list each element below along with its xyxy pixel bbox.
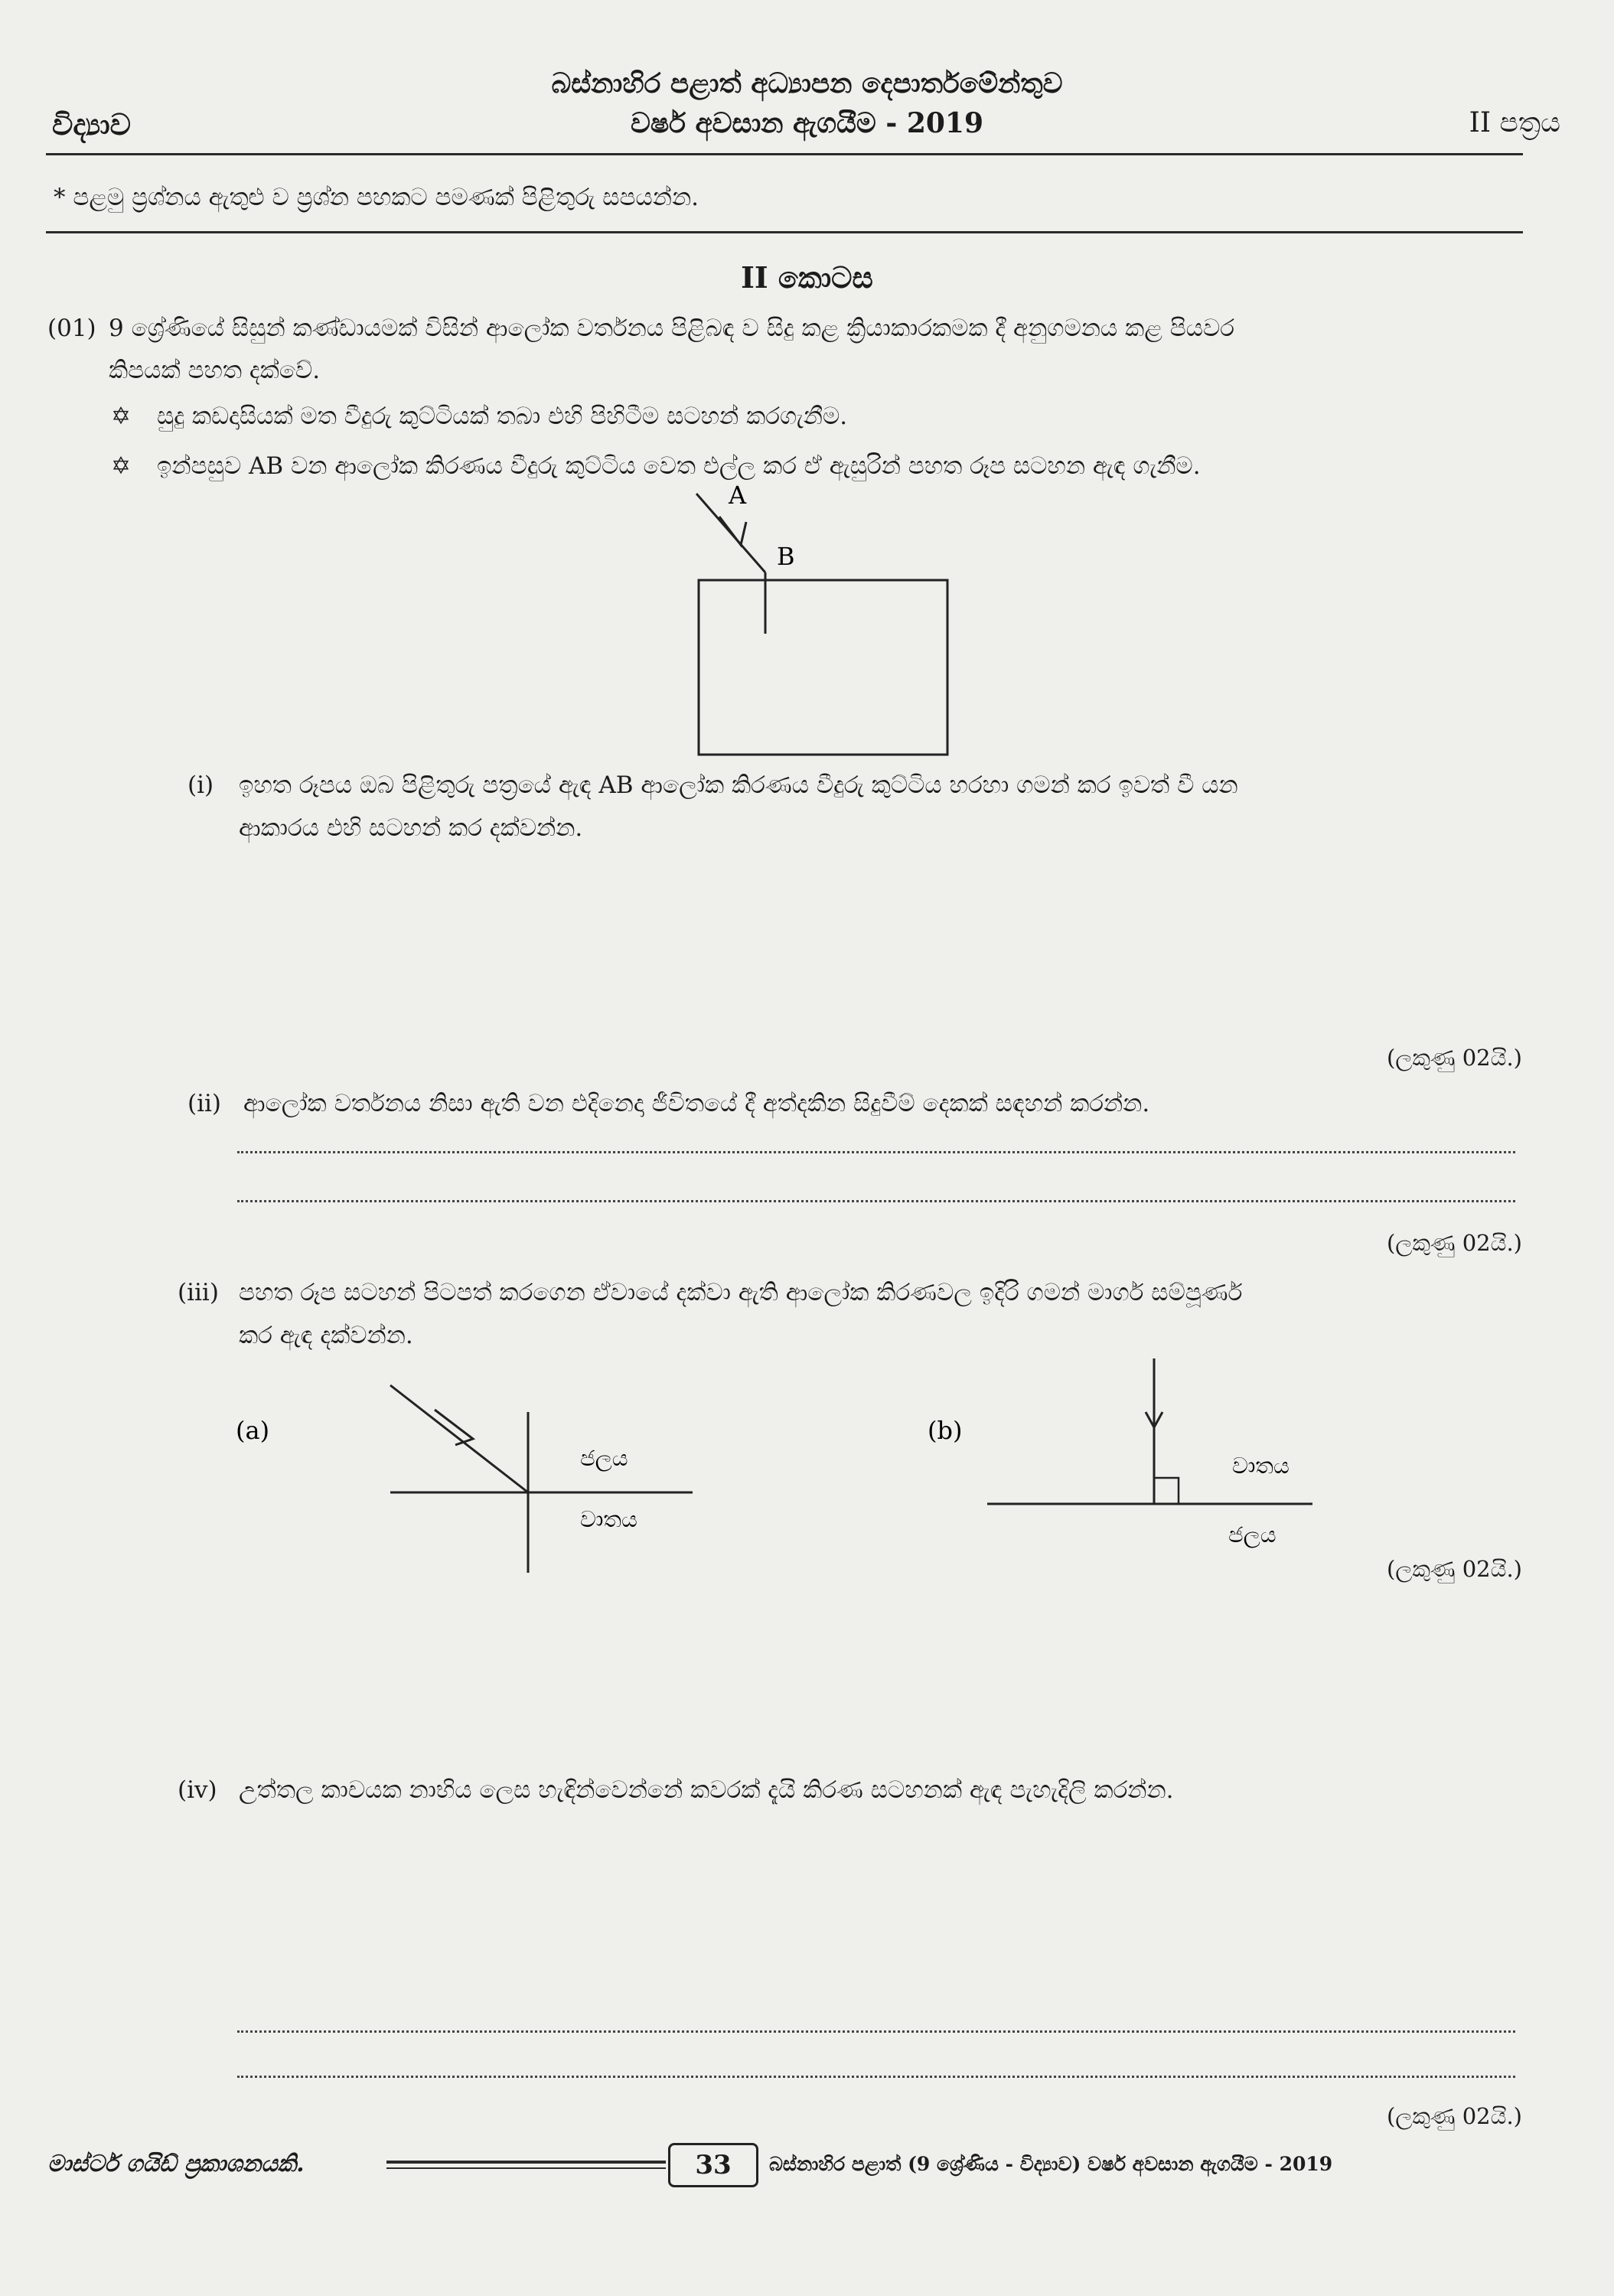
figure-a-water: ජලය <box>580 1445 628 1471</box>
page-number: 33 <box>668 2143 758 2187</box>
answer-line <box>237 1151 1515 1153</box>
star-icon: ✡ <box>111 452 131 480</box>
part-ii-number: (ii) <box>187 1090 222 1117</box>
label-a: A <box>729 482 747 510</box>
subject-label: විද්‍යාව <box>52 107 131 142</box>
exam-title: වර්ෂ අවසාන ඇගයීම - 2019 <box>630 107 984 139</box>
step-1: සුදු කඩදාසියක් මත වීදුරු කුට්ටියක් තබා එහි පිහිටීම සටහන් කරගැනීම. <box>157 403 848 430</box>
header-rule <box>46 153 1523 155</box>
marks-iii: (ලකුණු 02යි.) <box>1386 1556 1522 1582</box>
part-i-number: (i) <box>187 771 214 799</box>
answer-line <box>237 2030 1515 2033</box>
footer-rule <box>386 2161 666 2164</box>
footer-series: බස්නාහිර පළාත් (9 ශ්‍රේණිය - විද්‍යාව) වර්ෂ අවසාන ඇගයීම - 2019 <box>769 2153 1333 2175</box>
figure-a-air: වාතය <box>580 1506 637 1532</box>
paper-label: II පත්‍රය <box>1469 107 1560 139</box>
question-number: (01) <box>47 315 96 342</box>
marks-i: (ලකුණු 02යි.) <box>1386 1045 1522 1071</box>
question-intro-line1: 9 ශ්‍රේණියේ සිසුන් කණ්ඩායමක් විසින් ආලෝක වර්තනය පිළිබඳ ව සිදු කළ ක්‍රියාකාරකමක දී අනුගමනය කළ පියවර <box>109 315 1235 342</box>
figure-b-air: වාතය <box>1232 1453 1290 1479</box>
part-iv-number: (iv) <box>178 1776 217 1804</box>
figure-a <box>230 1370 719 1584</box>
glass-block-figure <box>673 482 980 765</box>
part-iii-line1: පහත රූප සටහන් පිටපත් කරගෙන ඒවායේ දක්වා ඇති ආලෝක කිරණවල ඉදිරි ගමන් මාර්ග සම්පූර්ණ <box>239 1279 1243 1306</box>
part-iv-text: උත්තල කාචයක නාභිය ලෙස හැඳින්වෙන්නේ කවරක් දැයි කිරණ සටහනක් ඇඳ පැහැදිලි කරන්න. <box>239 1776 1174 1804</box>
star-icon: ✡ <box>111 403 131 430</box>
figure-a-label: (a) <box>236 1416 270 1445</box>
part-ii-text: ආලෝක වර්තනය නිසා ඇති වන එදිනෙදා ජීවිතයේ දී අත්දකින සිදුවීම් දෙකක් සඳහන් කරන්න. <box>243 1090 1150 1117</box>
publisher-name: මාස්ටර් ගයිඩ් ප්‍රකාශනයකි. <box>47 2151 305 2177</box>
section-title: II කොටස <box>741 260 873 295</box>
figure-b <box>918 1351 1332 1565</box>
part-i-line2: ආකාරය එහි සටහන් කර දක්වන්න. <box>239 814 583 842</box>
instruction-rule <box>46 231 1523 233</box>
answer-line <box>237 1200 1515 1202</box>
instruction-text: * පළමු ප්‍රශ්නය ඇතුළු ව ප්‍රශ්න පහකට පමණක් පිළිතුරු සපයන්න. <box>54 184 699 211</box>
figure-b-label: (b) <box>928 1416 963 1445</box>
question-intro-line2: කිපයක් පහත දක්වේ. <box>109 357 321 384</box>
figure-b-water: ජලය <box>1228 1521 1277 1548</box>
department-title: බස්නාහිර පළාත් අධ්‍යාපන දෙපාර්තමේන්තුව <box>551 67 1063 99</box>
part-iii-line2: කර ඇඳ දක්වන්න. <box>239 1322 413 1349</box>
label-b: B <box>777 542 795 571</box>
part-iii-number: (iii) <box>178 1279 219 1306</box>
footer-rule <box>386 2167 666 2169</box>
step-2: ඉන්පසුව AB වන ආලෝක කිරණය වීදුරු කුට්ටිය වෙත එල්ල කර ඒ ඇසුරින් පහත රූප සටහන ඇඳ ගැනීම. <box>157 452 1201 480</box>
marks-ii: (ලකුණු 02යි.) <box>1386 1230 1522 1256</box>
part-i-line1: ඉහත රූපය ඔබ පිළිතුරු පත්‍රයේ ඇඳ AB ආලෝක කිරණය වීදුරු කුට්ටිය හරහා ගමන් කර ඉවත් වී යන <box>239 771 1238 799</box>
answer-line <box>237 2076 1515 2078</box>
marks-iv: (ලකුණු 02යි.) <box>1386 2103 1522 2129</box>
